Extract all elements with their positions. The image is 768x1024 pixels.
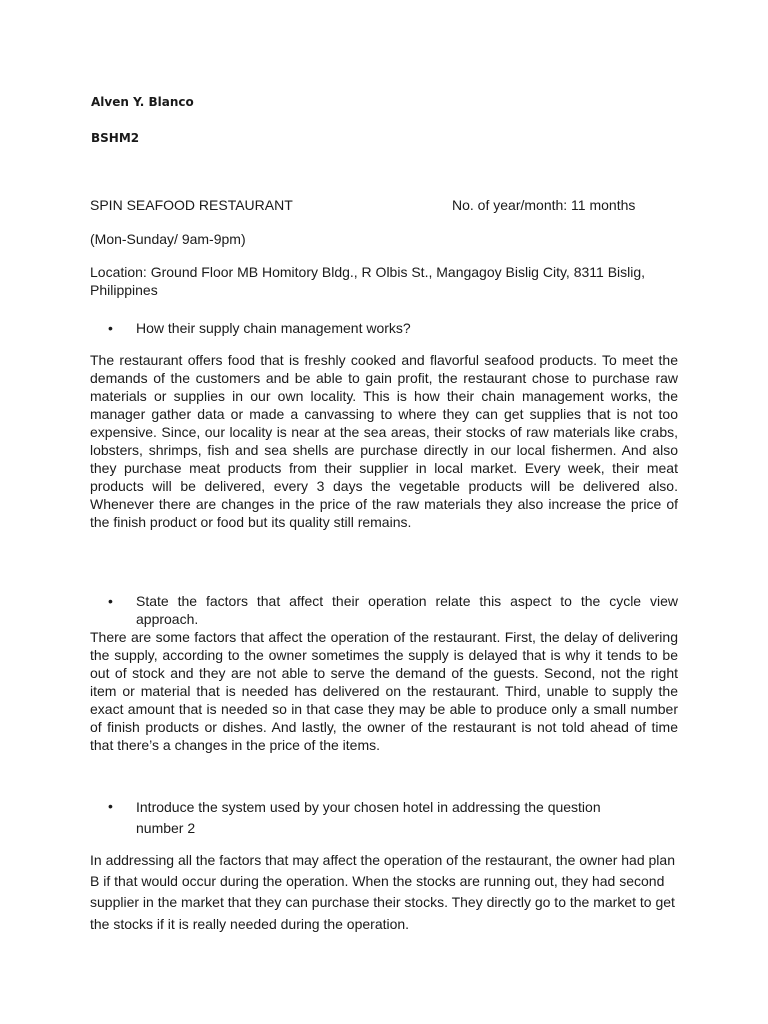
question-2: State the factors that affect their operation relate this aspect to the cycle view approach. (136, 593, 678, 627)
bullet-icon: • (108, 320, 113, 336)
bullet-icon: • (108, 798, 113, 814)
question-1: How their supply chain management works? (136, 320, 411, 336)
operation-duration: No. of year/month: 11 months (452, 197, 636, 213)
author-name: Alven Y. Blanco (91, 95, 194, 109)
answer-3: In addressing all the factors that may affect the operation of the restaurant, the owner had plan B if that would occur during the operation. When the stocks are running out, they had second supplier in the market that they can purchase their stocks. They directly go to the market to get the stocks if it is really needed during the operation. (90, 852, 675, 932)
answer-2: There are some factors that affect the operation of the restaurant. First, the delay of delivering the supply, according to the owner sometimes the supply is delayed that is why it tends to be out of stock and they are not able to serve the demand of the guests. Second, not the right item or material that is needed has delivered on the restaurant. Third, unable to supply the exact amount that is needed so in that case they may be able to produce only a small number of finish products or dishes. And lastly, the owner of the restaurant is not told ahead of time that there’s a changes in the price of the items. (90, 629, 678, 753)
answer-1: The restaurant offers food that is freshly cooked and flavorful seafood products. To meet the demands of the customers and be able to gain profit, the restaurant chose to purchase raw materials or supplies in our own locality. This is how their chain management works, the manager gather data or made a canvassing to where they can get supplies that is not too expensive. Since, our locality is near at the sea areas, their stocks of raw materials like crabs, lobsters, shrimps, fish and sea shells are purchase directly in our local fishermen. And also they purchase meat products from their supplier in local market. Every week, their meat products will be delivered, every 3 days the vegetable products will be delivered also. Whenever there are changes in the price of the raw materials they also increase the price of the finish product or food but its quality still remains. (90, 352, 678, 530)
question-3: Introduce the system used by your chosen hotel in addressing the question number 2 (136, 799, 601, 836)
restaurant-location: Location: Ground Floor MB Homitory Bldg., R Olbis St., Mangagoy Bislig City, 8311 Bislig, Philippines (90, 264, 646, 298)
course-code: BSHM2 (91, 131, 140, 145)
bullet-icon: • (108, 593, 113, 609)
operating-hours: (Mon-Sunday/ 9am-9pm) (90, 231, 246, 247)
restaurant-name: SPIN SEAFOOD RESTAURANT (90, 197, 293, 213)
